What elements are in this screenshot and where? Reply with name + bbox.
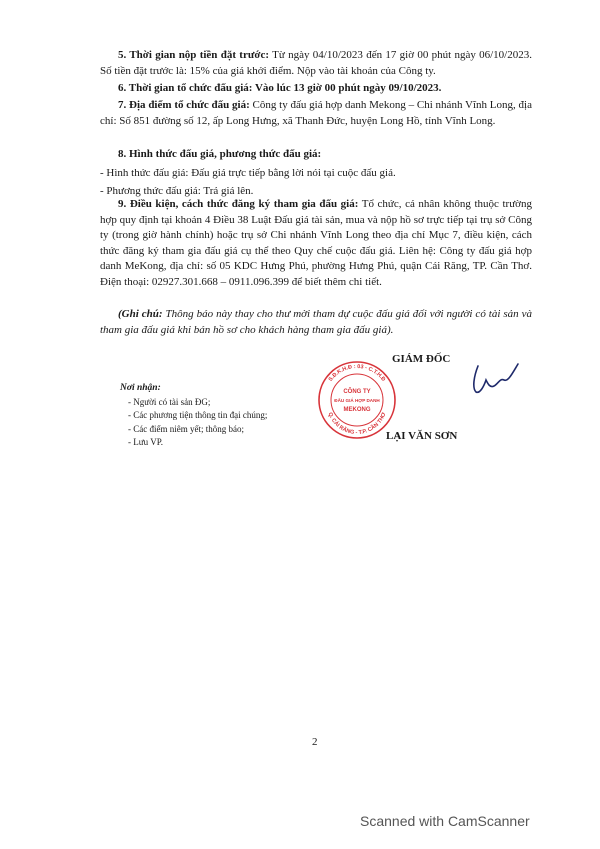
section-8-line-2: - Phương thức đấu giá: Trả giá lên. [100, 185, 254, 197]
recipients-title: Nơi nhận: [120, 383, 161, 393]
signature-mark [460, 360, 520, 400]
note-text: Thông báo này thay cho thư mời tham dự cuộc đấu giá đối với người có tài sản và tham gia đấu giá khi bán hồ sơ cho khách hàng tham gia đấu giá). [100, 308, 532, 336]
company-seal [317, 360, 397, 440]
recipient-item: - Các phương tiện thông tin đại chúng; [128, 410, 268, 420]
section-7 [100, 98, 532, 129]
seal-line-3: MEKONG [343, 407, 371, 413]
section-5 [100, 48, 532, 79]
section-6-text: Vào lúc 13 giờ 00 phút ngày 09/10/2023. [252, 82, 442, 94]
section-6-heading: 6. Thời gian tổ chức đấu giá: [118, 82, 253, 94]
director-title: GIÁM ĐỐC [392, 353, 451, 365]
recipient-item: - Lưu VP. [128, 437, 163, 447]
recipient-item: - Các điểm niêm yết; thông báo; [128, 423, 244, 434]
section-9-text: Tổ chức, cá nhân không thuộc trường hợp quy định tại khoản 4 Điều 38 Luật Đấu giá tài sản, mua và nộp hồ sơ trực tiếp tại trụ sở Công ty (trong giờ hành chính) hoặc trụ sở Chi nhánh Vĩnh Long theo địa chỉ Mục 7, điều kiện, cách thức đăng ký tham gia đấu giá cụ thể theo Quy chế cuộc đấu giá. Liên hệ: Công ty đấu giá hợp danh MeKong, địa chỉ: số 05 KDC Hưng Phú, phường Hưng Phú, quận Cái Răng, TP. Cần Thơ. Điện thoại: 02927.301.668 – 0911.096.399 để biết thêm chi tiết. [100, 198, 532, 288]
seal-line-1: CÔNG TY [343, 389, 371, 395]
seal-line-2: ĐẤU GIÁ HỢP DANH [334, 398, 380, 403]
section-8 [100, 147, 532, 200]
section-6 [100, 81, 532, 97]
section-5-text: Từ ngày 04/10/2023 đến 17 giờ 00 phút ngày 06/10/2023. Số tiền đặt trước là: 15% của giá khởi điểm. Nộp vào tài khoản của Công ty. [100, 49, 532, 77]
section-9-heading: 9. Điều kiện, cách thức đăng ký tham gia đấu giá: [118, 198, 359, 210]
section-8-heading: 8. Hình thức đấu giá, phương thức đấu giá: [118, 148, 322, 160]
section-5-heading: 5. Thời gian nộp tiền đặt trước: [118, 49, 270, 61]
note-label: (Ghi chú: [118, 308, 163, 320]
section-7-text: Công ty đấu giá hợp danh Mekong – Chi nhánh Vĩnh Long, địa chỉ: Số 851 đường số 12, ấp Long Hưng, xã Thanh Đức, huyện Long Hồ, tỉnh Vĩnh Long. [100, 99, 532, 127]
recipients-block [120, 382, 267, 450]
signer-name: LẠI VĂN SƠN [386, 430, 458, 442]
section-7-heading: 7. Địa điểm tổ chức đấu giá: [118, 99, 250, 111]
section-9 [100, 197, 532, 290]
recipient-item: - Người có tài sản ĐG; [128, 396, 211, 407]
svg-text:Q. CÁI RĂNG - T.P. CẦN THƠ: Q. CÁI RĂNG - T.P. CẦN THƠ [326, 411, 388, 437]
svg-text:S.Đ.K.H.Đ : 03 - C.T.H.Đ: S.Đ.K.H.Đ : 03 - C.T.H.Đ [327, 363, 387, 383]
scanner-watermark: Scanned with CamScanner [360, 813, 530, 829]
section-8-line-1: - Hình thức đấu giá: Đấu giá trực tiếp bằng lời nói tại cuộc đấu giá. [100, 166, 396, 179]
page-number: 2 [312, 736, 318, 748]
note [100, 307, 532, 338]
